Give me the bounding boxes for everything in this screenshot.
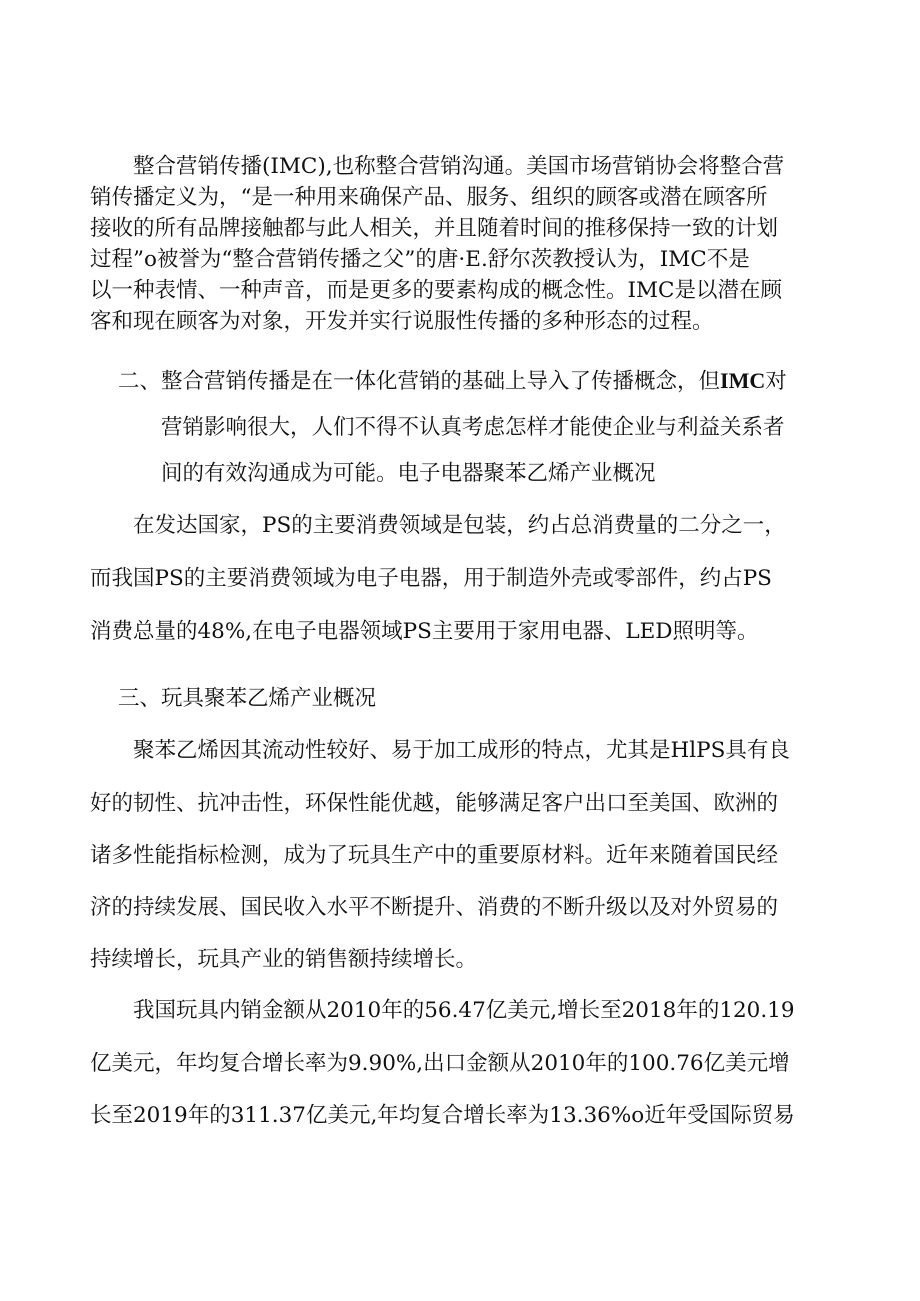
- section-heading-line: 营销影响很大，人们不得不认真考虑怎样才能使企业与利益关系者: [161, 415, 785, 440]
- text-line: 长至2019年的311.37亿美元,年均复合增长率为13.36%o近年受国际贸易: [90, 1103, 795, 1128]
- text-line: 过程”o被誉为“整合营销传播之父”的唐·E.舒尔茨教授认为，IMC不是: [90, 247, 750, 272]
- section-heading-line: 间的有效沟通成为可能。电子电器聚苯乙烯产业概况: [161, 461, 656, 486]
- section-heading-line: [118, 370, 787, 393]
- text-line: 在发达国家，PS的主要消费领域是包装，约占总消费量的二分之一，: [133, 513, 786, 538]
- text-line: 亿美元，年均复合增长率为9.90%,出口金额从2010年的100.76亿美元增: [90, 1051, 790, 1076]
- text-line: 好的韧性、抗冲击性，环保性能优越，能够满足客户出口至美国、欧洲的: [90, 791, 779, 816]
- text-line: 诸多性能指标检测，成为了玩具生产中的重要原材料。近年来随着国民经: [90, 843, 779, 868]
- text-line: 消费总量的48%,在电子电器领域PS主要用于家用电器、LED照明等。: [90, 619, 759, 644]
- text-line: 销传播定义为，“是一种用来确保产品、服务、组织的顾客或潜在顾客所: [90, 185, 768, 210]
- section-three-heading: 三、玩具聚苯乙烯产业概况: [118, 686, 377, 711]
- text-line: 而我国PS的主要消费领域为电子电器，用于制造外壳或零部件，约占PS: [90, 566, 772, 591]
- imc-bold-text: IMC: [720, 368, 766, 393]
- text-line: 接收的所有品牌接触都与此人相关，并且随着时间的推移保持一致的计划: [90, 216, 779, 241]
- text-line: 我国玩具内销金额从2010年的56.47亿美元,增长至2018年的120.19: [133, 998, 795, 1023]
- heading-text: 二、整合营销传播是在一体化营销的基础上导入了传播概念，但: [118, 369, 721, 394]
- text-line: 整合营销传播(IMC),也称整合营销沟通。美国市场营销协会将整合营: [133, 154, 785, 179]
- text-line: 以一种表情、一种声音，而是更多的要素构成的概念性。IMC是以潜在顾: [90, 278, 782, 303]
- text-line: 济的持续发展、国民收入水平不断提升、消费的不断升级以及对外贸易的: [90, 895, 779, 920]
- text-line: 聚苯乙烯因其流动性较好、易于加工成形的特点，尤其是HlPS具有良: [133, 738, 790, 763]
- text-line: 客和现在顾客为对象，开发并实行说服性传播的多种形态的过程。: [90, 309, 714, 334]
- heading-text: 对: [765, 369, 787, 394]
- text-line: 持续增长，玩具产业的销售额持续增长。: [90, 947, 478, 972]
